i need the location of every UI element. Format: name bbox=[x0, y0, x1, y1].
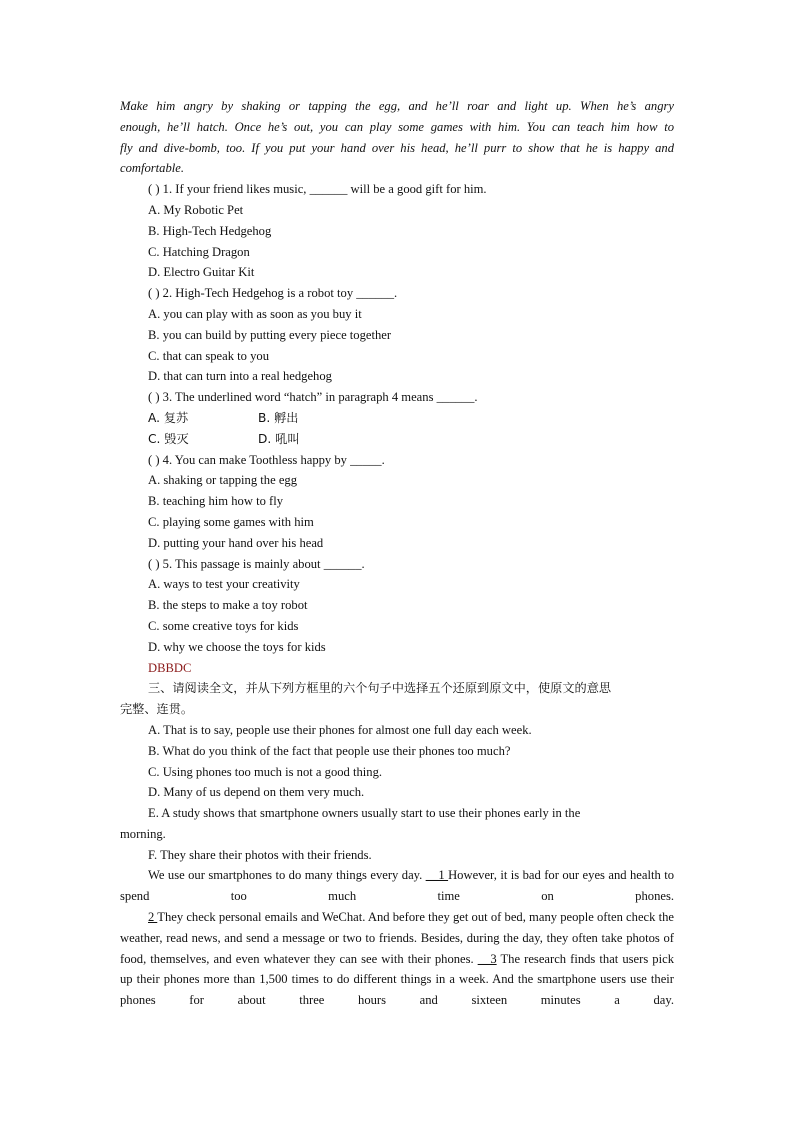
question-2-option-a: A. you can play with as soon as you buy it bbox=[148, 306, 362, 321]
question-4-option-c: C. playing some games with him bbox=[148, 514, 314, 529]
question-3-options-row-2 bbox=[120, 429, 674, 450]
sentence-option-d: D. Many of us depend on them very much. bbox=[148, 785, 365, 800]
question-3-options-row-1 bbox=[120, 408, 674, 429]
question-2-option-c: C. that can speak to you bbox=[148, 348, 270, 363]
question-3-option-c: C. 毁灭 bbox=[148, 431, 189, 446]
question-4-option-d: D. putting your hand over his head bbox=[148, 535, 324, 550]
question-5-option-d: D. why we choose the toys for kids bbox=[148, 639, 326, 654]
section-3-instruction-line-2: 完整、连贯。 bbox=[120, 702, 194, 717]
intro-line-1: Make him angry by shaking or tapping the egg, and he’ll roar and light up. When he’s angry bbox=[120, 99, 674, 113]
question-5-stem: ( ) 5. This passage is mainly about ______. bbox=[148, 556, 365, 571]
sentence-option-a: A. That is to say, people use their phones for almost one full day each week. bbox=[148, 722, 532, 737]
passage-paragraph-2 bbox=[120, 907, 674, 1011]
paragraph-1-text-a: We use our smartphones to do many things every day. bbox=[148, 868, 426, 883]
paragraph-2-text-a: They check personal emails and WeChat. And before they get out of bed, many people often check the weather, read news, and send a message or two to friends. Besides, during the day, they often take photos of food, themselves, and even whatever they can see with their phones. bbox=[120, 910, 675, 966]
answer-key: DBBDC bbox=[148, 660, 192, 675]
paragraph-1-text-b: However, it is bad for our eyes and health to spend too much time on phones. bbox=[120, 868, 675, 904]
sentence-option-b: B. What do you think of the fact that people use their phones too much? bbox=[148, 743, 511, 758]
question-3-stem: ( ) 3. The underlined word “hatch” in paragraph 4 means ______. bbox=[148, 390, 478, 405]
question-1-option-b: B. High-Tech Hedgehog bbox=[148, 223, 272, 238]
question-1-stem: ( ) 1. If your friend likes music, ______ will be a good gift for him. bbox=[148, 182, 487, 197]
blank-2: 2 bbox=[148, 910, 158, 925]
question-1-option-c: C. Hatching Dragon bbox=[148, 244, 250, 259]
question-1-option-d: D. Electro Guitar Kit bbox=[148, 265, 255, 280]
intro-line-4: comfortable. bbox=[120, 161, 185, 176]
question-5-option-b: B. the steps to make a toy robot bbox=[148, 598, 308, 613]
sentence-option-e-line-1: E. A study shows that smartphone owners usually start to use their phones early in the bbox=[148, 806, 581, 821]
intro-line-2: enough, he’ll hatch. Once he’s out, you can play some games with him. You can teach him how to bbox=[120, 119, 674, 134]
question-3-option-d: D. 吼叫 bbox=[258, 431, 300, 446]
question-3-option-b: B. 孵出 bbox=[258, 410, 299, 425]
question-3-option-a: A. 复苏 bbox=[148, 410, 189, 425]
sentence-option-c: C. Using phones too much is not a good thing. bbox=[148, 764, 383, 779]
question-2-option-d: D. that can turn into a real hedgehog bbox=[148, 369, 332, 384]
blank-1: __1 bbox=[425, 868, 449, 883]
question-2-stem: ( ) 2. High-Tech Hedgehog is a robot toy ______. bbox=[148, 286, 398, 301]
sentence-option-f: F. They share their photos with their friends. bbox=[148, 847, 372, 862]
section-3-instruction-line-1: 三、请阅读全文，并从下列方框里的六个句子中选择五个还原到原文中，使原文的意思 bbox=[148, 681, 612, 696]
sentence-option-e-line-2: morning. bbox=[120, 826, 166, 841]
question-4-option-a: A. shaking or tapping the egg bbox=[148, 473, 297, 488]
question-1-option-a: A. My Robotic Pet bbox=[148, 202, 244, 217]
question-5-option-a: A. ways to test your creativity bbox=[148, 577, 300, 592]
question-2-option-b: B. you can build by putting every piece together bbox=[148, 327, 392, 342]
blank-3: __3 bbox=[477, 951, 497, 966]
document-body bbox=[120, 96, 674, 1011]
intro-line-3: fly and dive-bomb, too. If you put your hand over his head, he’ll purr to show that he is happy and bbox=[120, 140, 674, 155]
question-4-stem: ( ) 4. You can make Toothless happy by _____. bbox=[148, 452, 385, 467]
passage-paragraph-1 bbox=[120, 865, 674, 907]
paragraph-2-text-b: The research finds that users pick up their phones more than 1,500 times to do different things in a week. And the smartphone users use their phones for about three hours and sixteen minutes a day. bbox=[120, 951, 674, 1008]
question-4-option-b: B. teaching him how to fly bbox=[148, 494, 284, 509]
question-5-option-c: C. some creative toys for kids bbox=[148, 618, 299, 633]
